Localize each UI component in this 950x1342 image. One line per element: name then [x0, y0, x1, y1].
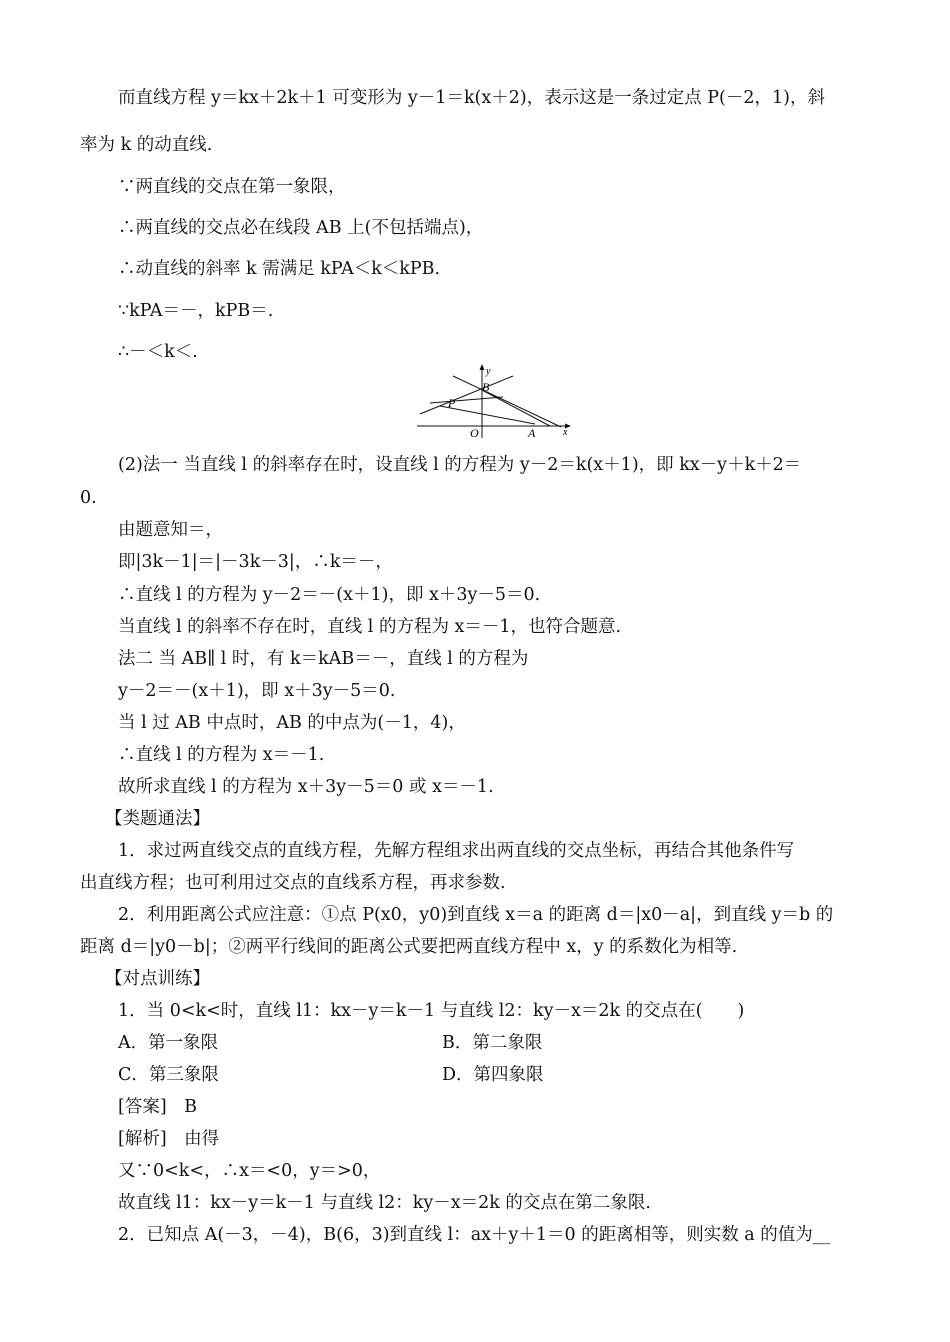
- text-line: 故所求直线 l 的方程为 x＋3y－5＝0 或 x＝－1.: [118, 777, 494, 797]
- text-line: 2．已知点 A(－3，－4)，B(6，3)到直线 l：ax＋y＋1＝0 的距离相等，则实数 a 的值为__: [118, 1225, 831, 1245]
- text-line: 率为 k 的动直线.: [80, 135, 213, 155]
- text-line: B．第二象限: [442, 1033, 543, 1053]
- text-line: ∵两直线的交点在第一象限，: [118, 177, 346, 197]
- text-line: 2．利用距离公式应注意：①点 P(x0，y0)到直线 x＝a 的距离 d＝|x0－a|，到直线 y＝b 的: [118, 905, 834, 925]
- text-line: 由题意知＝，: [118, 520, 223, 540]
- line-through-p-3: [430, 397, 503, 403]
- text-line: C．第三象限: [118, 1065, 219, 1085]
- text-line: 1．当 0<k<时，直线 l1：kx－y＝k－1 与直线 l2：ky－x＝2k 的交点在( ): [118, 1001, 745, 1021]
- text-line: ∴直线 l 的方程为 x＝－1.: [118, 745, 325, 765]
- x-axis-label: x: [563, 427, 568, 438]
- text-line: 故直线 l1：kx－y＝k－1 与直线 l2：ky－x＝2k 的交点在第二象限.: [118, 1193, 651, 1213]
- text-line: 当直线 l 的斜率不存在时，直线 l 的方程为 x＝－1，也符合题意.: [118, 617, 622, 637]
- line-through-p-4: [453, 376, 561, 427]
- point-a-label: A: [528, 426, 536, 440]
- text-line: 1．求过两直线交点的直线方程，先解方程组求出两直线的交点坐标，再结合其他条件写: [118, 841, 795, 861]
- point-p-label: P: [448, 396, 456, 410]
- text-line: D．第四象限: [442, 1065, 544, 1085]
- text-line: (2)法一 当直线 l 的斜率存在时，设直线 l 的方程为 y－2＝k(x＋1)，即 kx－y＋k＋2＝: [118, 455, 802, 475]
- text-line: 【对点训练】: [105, 969, 210, 989]
- text-line: ∴动直线的斜率 k 需满足 kPA＜k＜kPB.: [118, 259, 441, 279]
- text-line: 当 l 过 AB 中点时，AB 的中点为(－1，4)，: [118, 713, 466, 733]
- line-through-p-1: [420, 376, 513, 414]
- text-line: 而直线方程 y＝kx＋2k＋1 可变形为 y－1＝k(x＋2)，表示这是一条过定点 P(－2，1)，斜: [118, 88, 825, 108]
- text-line: [解析] 由得: [118, 1129, 220, 1149]
- point-b-label: B: [482, 380, 490, 394]
- text-line: A．第一象限: [118, 1033, 219, 1053]
- text-line: 即|3k－1|＝|－3k－3|，∴k＝－，: [118, 552, 393, 572]
- text-line: ∴两直线的交点必在线段 AB 上(不包括端点)，: [118, 218, 484, 238]
- text-line: 【类题通法】: [105, 809, 210, 829]
- text-line: ∵kPA＝－，kPB＝.: [118, 301, 274, 321]
- coordinate-figure: [415, 364, 575, 440]
- text-line: y－2＝－(x＋1)，即 x＋3y－5＝0.: [118, 681, 396, 701]
- text-line: [答案] B: [118, 1097, 198, 1117]
- y-axis-arrow: [480, 364, 485, 370]
- text-line: 距离 d＝|y0－b|；②两平行线间的距离公式要把两直线方程中 x，y 的系数化为相等.: [80, 937, 738, 957]
- text-line: ∴－＜k＜.: [118, 342, 198, 362]
- text-line: ∴直线 l 的方程为 y－2＝－(x＋1)，即 x＋3y－5＝0.: [118, 585, 541, 605]
- text-line: 法二 当 AB∥ l 时，有 k＝kAB＝－，直线 l 的方程为: [118, 649, 529, 669]
- text-line: 0.: [80, 488, 97, 508]
- y-axis-label: y: [486, 366, 491, 377]
- origin-label: O: [470, 426, 479, 440]
- text-line: 又∵0<k<，∴x＝<0，y＝>0，: [118, 1161, 381, 1181]
- text-line: 出直线方程；也可利用过交点的直线系方程，再求参数.: [80, 873, 506, 893]
